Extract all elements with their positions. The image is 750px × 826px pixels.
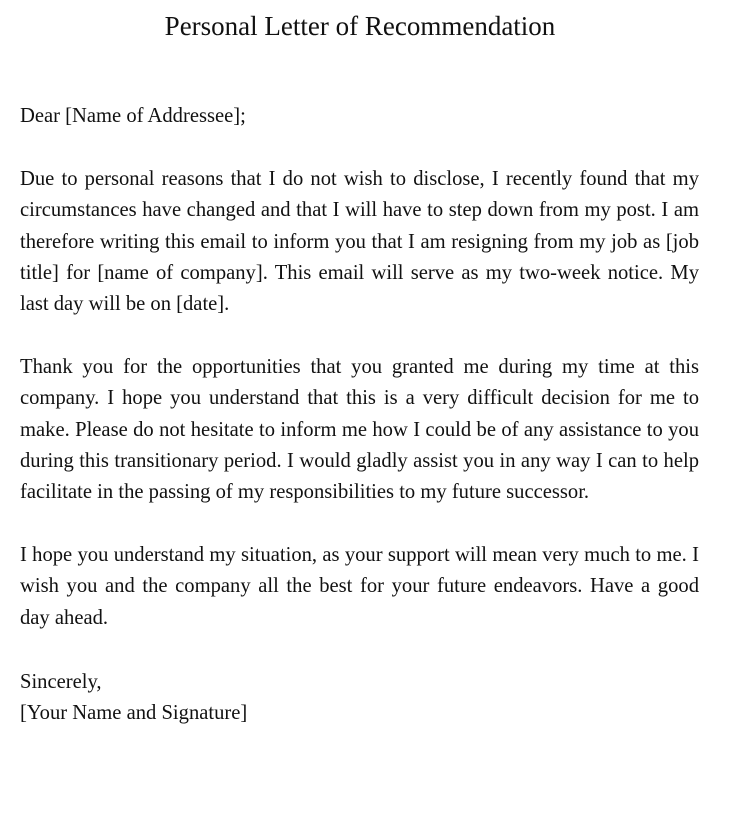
signature-line: [Your Name and Signature] bbox=[20, 702, 248, 724]
letter-title: Personal Letter of Recommendation bbox=[164, 11, 556, 41]
body-paragraph-2: Thank you for the opportunities that you granted me during my time at this company. I hope you understand that this is a very difficult decision for me to make. Please do not hesitate to inform me how I could be of any assistance to you during this transitionary period. I would gladly assist you in any way I can to help facilitate in the passing of my responsibilities to my future successor. bbox=[20, 356, 699, 504]
body-paragraph-1: Due to personal reasons that I do not wish to disclose, I recently found that my circumstances have changed and that I will have to step down from my post. I am therefore writing this email to inform you that I am resigning from my job as [job title] for [name of company]. This email will serve as my two-week notice. My last day will be on [date]. bbox=[20, 168, 699, 316]
body-paragraph-3: I hope you understand my situation, as your support will mean very much to me. I wish you and the company all the best for your future endeavors. Have a good day ahead. bbox=[20, 544, 699, 629]
closing: Sincerely, bbox=[20, 671, 102, 693]
salutation: Dear [Name of Addressee]; bbox=[20, 105, 246, 127]
